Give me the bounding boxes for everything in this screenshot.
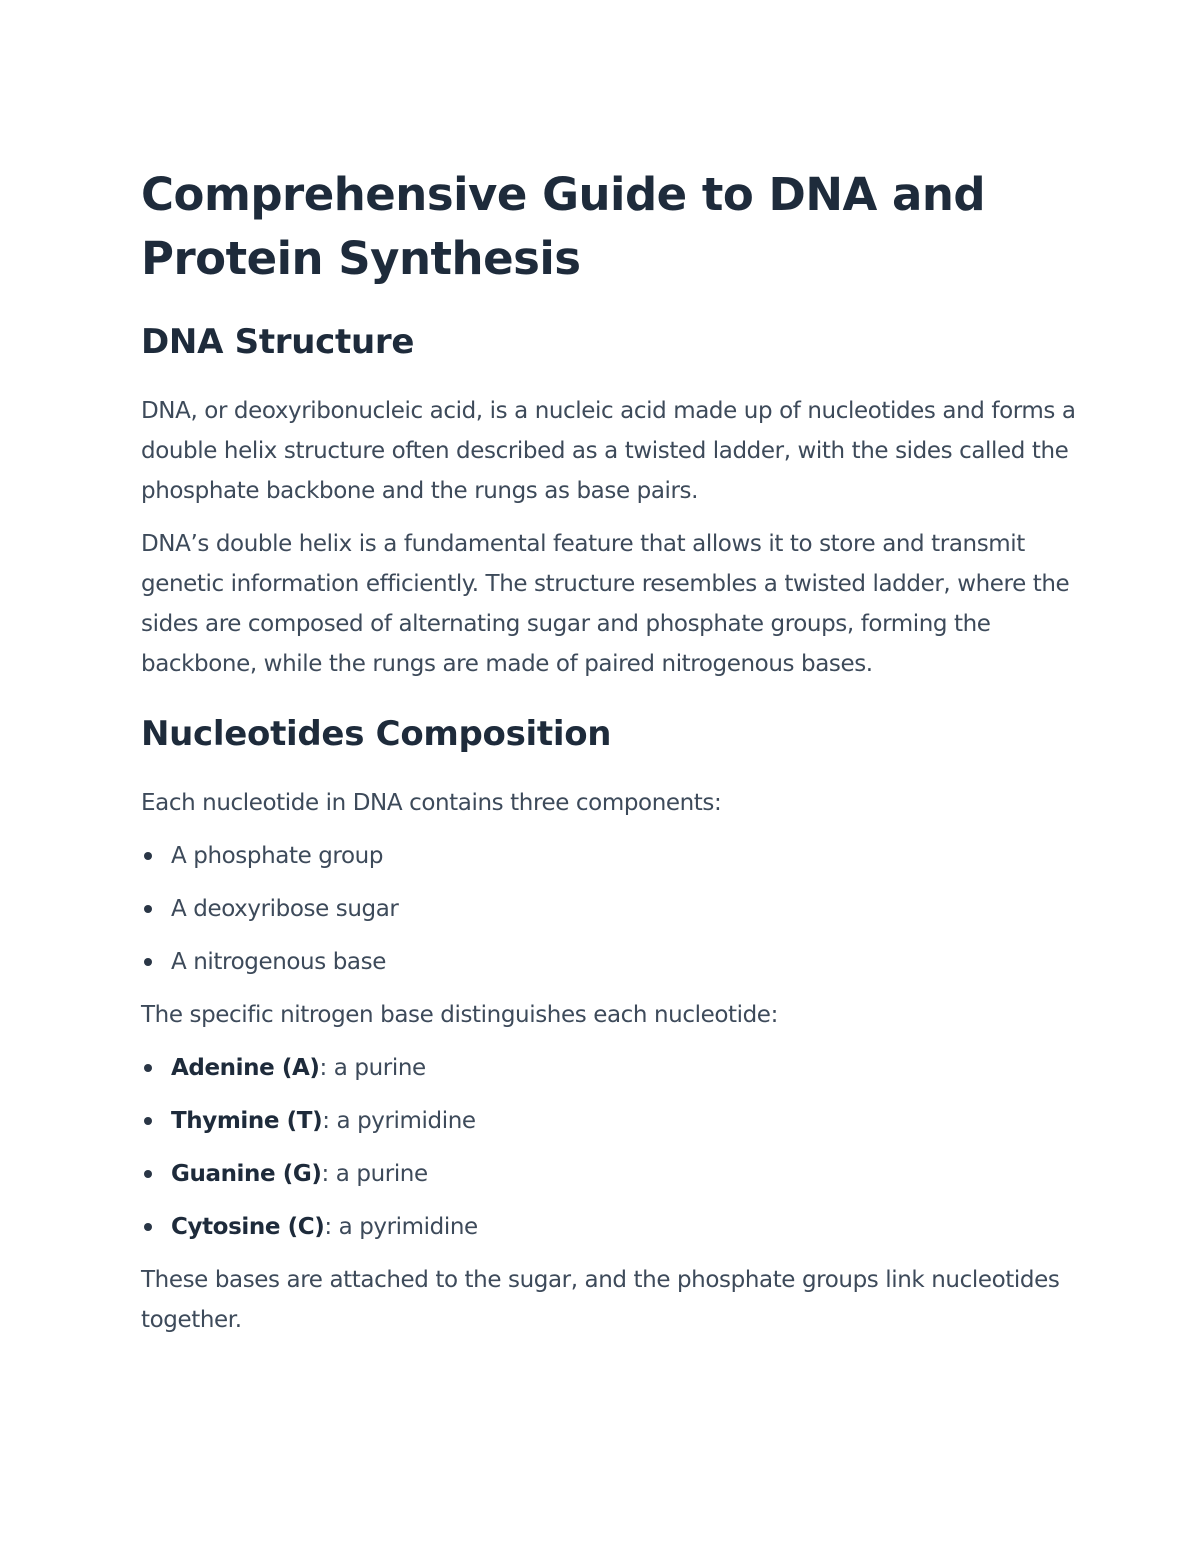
base-term: Thymine (T) xyxy=(171,1108,323,1134)
list-item xyxy=(141,1048,1081,1088)
list-item xyxy=(141,1101,1081,1141)
bullet-icon xyxy=(144,1223,152,1231)
list-item xyxy=(141,889,1081,929)
document-page xyxy=(141,163,1081,1340)
paragraph: These bases are attached to the sugar, and the phosphate groups link nucleotides together. xyxy=(141,1267,1060,1333)
components-list xyxy=(141,836,1081,982)
base-term: Cytosine (C) xyxy=(171,1214,325,1240)
list-item xyxy=(141,1207,1081,1247)
base-description: : a purine xyxy=(321,1161,428,1187)
list-item xyxy=(141,1154,1081,1194)
list-item-text: A phosphate group xyxy=(171,843,384,869)
list-item-text: A nitrogenous base xyxy=(171,949,386,975)
base-description: : a pyrimidine xyxy=(324,1214,478,1240)
paragraph: The specific nitrogen base distinguishes each nucleotide: xyxy=(141,1002,778,1028)
bullet-icon xyxy=(144,852,152,860)
base-description: : a pyrimidine xyxy=(322,1108,476,1134)
list-item xyxy=(141,942,1081,982)
section-heading-nucleotides-composition: Nucleotides Composition xyxy=(141,714,612,754)
bullet-icon xyxy=(144,1117,152,1125)
bullet-icon xyxy=(144,905,152,913)
paragraph: DNA, or deoxyribonucleic acid, is a nucleic acid made up of nucleotides and forms a double helix structure often described as a twisted ladder, with the sides called the phosphate backbone and the rungs as base pairs. xyxy=(141,398,1076,504)
base-term: Guanine (G) xyxy=(171,1161,322,1187)
section-heading-dna-structure: DNA Structure xyxy=(141,322,415,362)
list-item xyxy=(141,836,1081,876)
bullet-icon xyxy=(144,1064,152,1072)
bases-list xyxy=(141,1048,1081,1247)
bullet-icon xyxy=(144,1170,152,1178)
paragraph: DNA’s double helix is a fundamental feature that allows it to store and transmit genetic information efficiently. The structure resembles a twisted ladder, where the sides are composed of alternating sugar and phosphate groups, forming the backbone, while the rungs are made of paired nitrogenous bases. xyxy=(141,531,1070,677)
document-title: Comprehensive Guide to DNA and Protein Synthesis xyxy=(141,168,986,285)
paragraph: Each nucleotide in DNA contains three components: xyxy=(141,790,722,816)
list-item-text: A deoxyribose sugar xyxy=(171,896,399,922)
bullet-icon xyxy=(144,958,152,966)
base-description: : a purine xyxy=(319,1055,426,1081)
base-term: Adenine (A) xyxy=(171,1055,320,1081)
